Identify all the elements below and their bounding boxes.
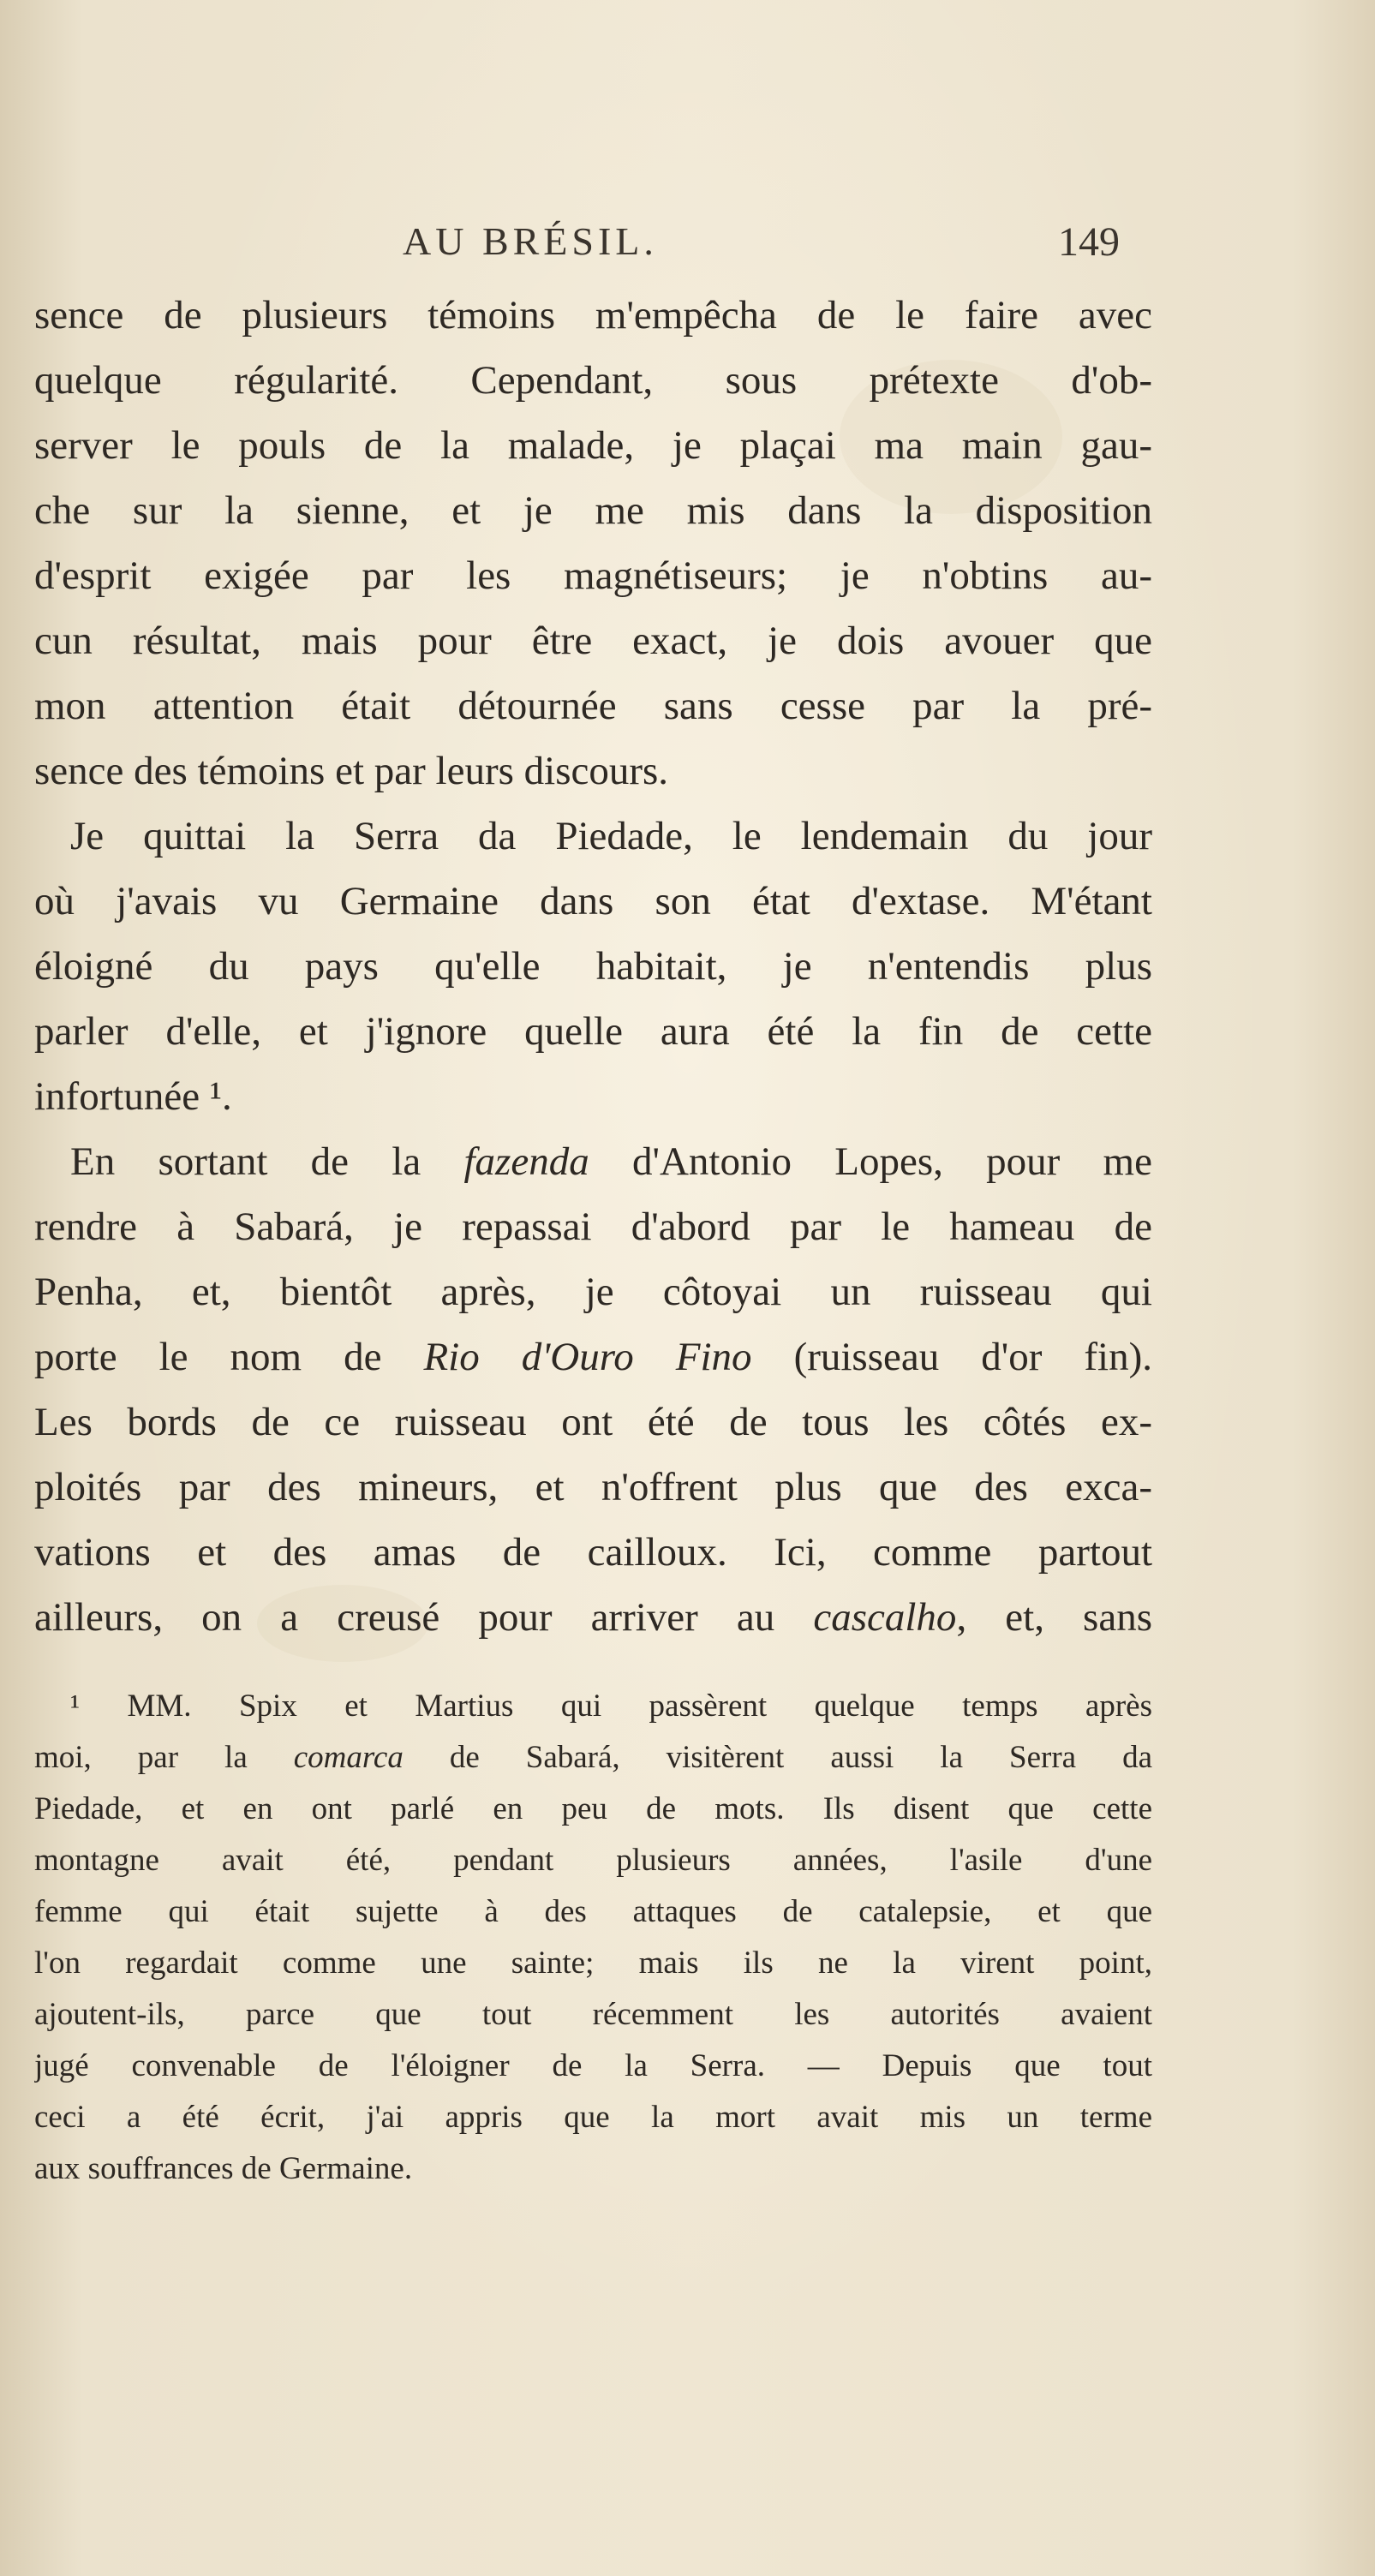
main-text — [34, 283, 1152, 1650]
text-line: che sur la sienne, et je me mis dans la disposition — [34, 488, 1152, 533]
text-line: Les bords de ce ruisseau ont été de tous les côtés ex- — [34, 1400, 1152, 1444]
footnote-line: l'on regardait comme une sainte; mais ils ne la virent point, — [34, 1945, 1152, 1981]
text-line: Penha, et, bientôt après, je côtoyai un ruisseau qui — [34, 1270, 1152, 1314]
text-line: quelque régularité. Cependant, sous prétexte d'ob- — [34, 358, 1152, 403]
text-line: éloigné du pays qu'elle habitait, je n'entendis plus — [34, 944, 1152, 989]
text-line: mon attention était détournée sans cesse par la pré- — [34, 684, 1152, 728]
footnote-line: montagne avait été, pendant plusieurs années, l'asile d'une — [34, 1843, 1152, 1878]
text-line: sence des témoins et par leurs discours. — [34, 749, 669, 793]
text-line: Je quittai la Serra da Piedade, le lendemain du jour — [70, 814, 1152, 858]
text-line: ploités par des mineurs, et n'offrent plus que des exca- — [34, 1465, 1152, 1509]
footnote-line: ceci a été écrit, j'ai appris que la mort avait mis un terme — [34, 2100, 1152, 2135]
text-line: parler d'elle, et j'ignore quelle aura été la fin de cette — [34, 1009, 1152, 1054]
footnote-line: ¹ MM. Spix et Martius qui passèrent quelque temps après — [70, 1688, 1152, 1724]
text-line: ailleurs, on a creusé pour arriver au cascalho, et, sans — [34, 1595, 1152, 1640]
footnote-line: ajoutent-ils, parce que tout récemment les autorités avaient — [34, 1997, 1152, 2032]
text-line: où j'avais vu Germaine dans son état d'extase. M'étant — [34, 879, 1152, 923]
footnote-line: jugé convenable de l'éloigner de la Serra. — Depuis que tout — [34, 2048, 1152, 2083]
text-line: En sortant de la fazenda d'Antonio Lopes, pour me — [70, 1139, 1152, 1184]
page-header — [34, 218, 1148, 278]
text-line: infortunée ¹. — [34, 1074, 232, 1119]
footnote-line: moi, par la comarca de Sabará, visitèrent aussi la Serra da — [34, 1740, 1152, 1775]
footnote-line: Piedade, et en ont parlé en peu de mots. Ils disent que cette — [34, 1791, 1152, 1826]
text-line: server le pouls de la malade, je plaçai ma main gau- — [34, 423, 1152, 468]
page-number: 149 — [1058, 219, 1120, 265]
text-line: rendre à Sabará, je repassai d'abord par le hameau de — [34, 1204, 1152, 1249]
text-line: d'esprit exigée par les magnétiseurs; je n'obtins au- — [34, 553, 1152, 598]
running-head: AU BRÉSIL. — [403, 219, 658, 263]
text-line: cun résultat, mais pour être exact, je dois avouer que — [34, 619, 1152, 663]
footnotes — [34, 1681, 1152, 2195]
text-line: porte le nom de Rio d'Ouro Fino (ruisseau d'or fin). — [34, 1335, 1152, 1379]
text-line: vations et des amas de cailloux. Ici, comme partout — [34, 1530, 1152, 1575]
footnote-line: aux souffrances de Germaine. — [34, 2151, 413, 2186]
text-line: sence de plusieurs témoins m'empêcha de le faire avec — [34, 293, 1152, 338]
footnote-line: femme qui était sujette à des attaques de catalepsie, et que — [34, 1894, 1152, 1929]
